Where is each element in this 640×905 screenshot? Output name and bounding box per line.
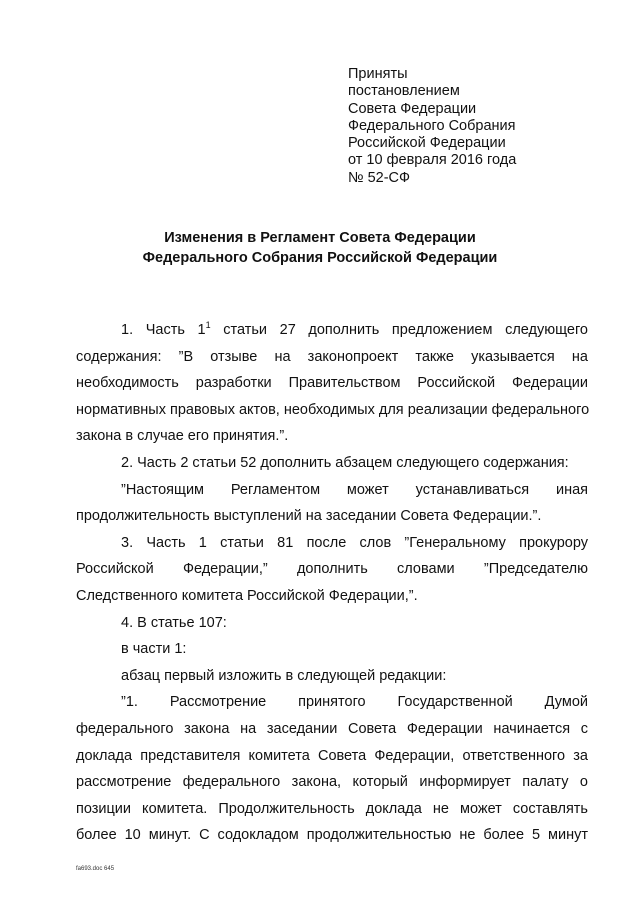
approval-line: от 10 февраля 2016 года [348, 152, 517, 169]
paragraph-line: федерального закона на заседании Совета Федерации начинается с [76, 720, 588, 737]
paragraph-1 [76, 317, 588, 450]
paragraph-line: необходимость разработки Правительством Российской Федерации [76, 375, 588, 392]
paragraph-6 [76, 636, 588, 663]
paragraph-line: доклада представителя комитета Совета Федерации, ответственного за [76, 747, 588, 764]
approval-line: Приняты [348, 66, 408, 82]
document-title [60, 228, 580, 268]
paragraph-text: 1. Часть 1 [121, 322, 206, 338]
title-line-2: Федерального Собрания Российской Федерации [142, 250, 498, 266]
approval-line: постановлением [348, 83, 460, 100]
document-body [76, 317, 588, 849]
approval-line: Совета Федерации [348, 100, 477, 117]
superscript: 1 [205, 320, 211, 330]
paragraph-line: нормативных правовых актов, необходимых для реализации федерального [76, 401, 590, 418]
paragraph-8 [76, 689, 588, 849]
paragraph-line: закона в случае его принятия.”. [76, 428, 289, 445]
paragraph-line: рассмотрение федерального закона, который информирует палату о [76, 774, 588, 791]
paragraph-line: продолжительность выступлений на заседании Совета Федерации.”. [76, 508, 542, 525]
paragraph-line: ”1. Рассмотрение принятого Государственной Думой [121, 694, 588, 711]
paragraph-3 [76, 477, 588, 530]
paragraph-line: ”Настоящим Регламентом может устанавливаться иная [121, 481, 588, 498]
paragraph-line: содержания: ”В отзыве на законопроект также указывается на [76, 348, 588, 365]
approval-line: Российской Федерации [348, 135, 506, 152]
paragraph-line: в части 1: [121, 641, 187, 658]
paragraph-text: статьи 27 дополнить предложением следующего [210, 322, 588, 338]
paragraph-4 [76, 530, 588, 610]
approval-line: Федерального Собрания [348, 117, 516, 134]
paragraph-line: Следственного комитета Российской Федерации,”. [76, 587, 418, 604]
approval-block [348, 66, 608, 187]
approval-line: № 52-СФ [348, 169, 411, 186]
paragraph-line: позиции комитета. Продолжительность доклада не может составлять [76, 800, 588, 817]
paragraph-2 [76, 450, 588, 477]
paragraph-line: Российской Федерации,” дополнить словами ”Председателю [76, 561, 588, 578]
paragraph-7 [76, 663, 588, 690]
paragraph-line: 4. В статье 107: [121, 614, 227, 631]
paragraph-line: 2. Часть 2 статьи 52 дополнить абзацем следующего содержания: [121, 454, 569, 471]
paragraph-line: абзац первый изложить в следующей редакции: [121, 667, 447, 684]
paragraph-line: 3. Часть 1 статьи 81 после слов ”Генеральному прокурору [121, 534, 588, 551]
paragraph-line: более 10 минут. С содокладом продолжительностью не более 5 минут [76, 827, 588, 844]
title-line-1: Изменения в Регламент Совета Федерации [164, 230, 476, 246]
paragraph-line [76, 317, 588, 344]
paragraph-5 [76, 610, 588, 637]
footer-doc-code: fa693.doc 645 [76, 866, 115, 872]
